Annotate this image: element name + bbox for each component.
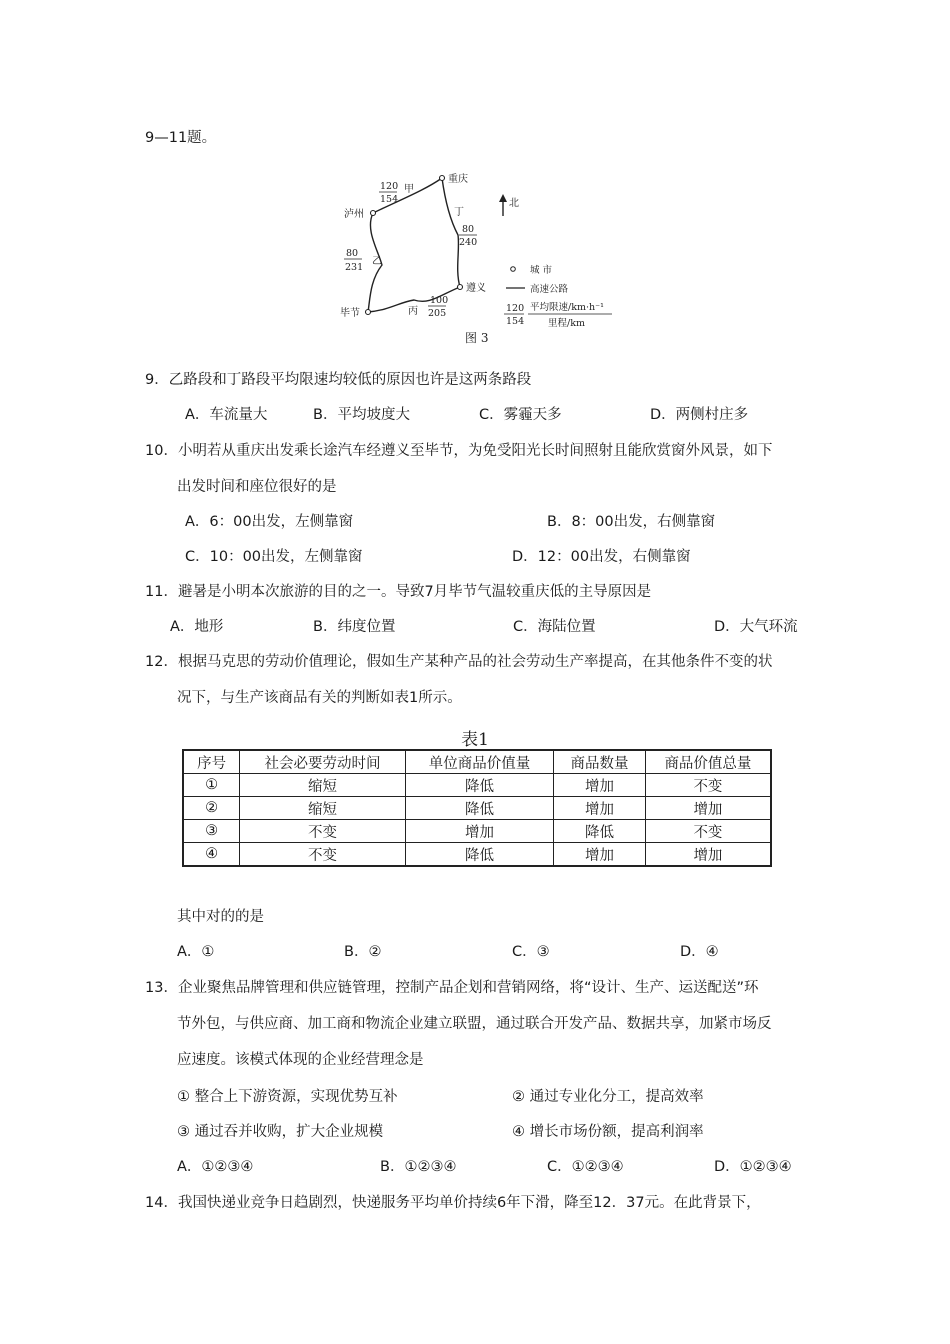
segment-label-yi: 乙 <box>372 256 382 267</box>
table-cell: 增加 <box>645 797 771 820</box>
table-cell: 降低 <box>405 843 553 867</box>
legend-speed-label: 平均限速/km·h⁻¹ <box>530 302 604 313</box>
legend-highway-label: 高速公路 <box>530 284 569 295</box>
q12-stem-line2: 况下，与生产该商品有关的判断如表1所示。 <box>177 690 462 706</box>
segment-speed-jia: 120 <box>380 181 399 192</box>
segment-label-bing: 丙 <box>408 306 418 317</box>
q9-stem: 9．乙路段和丁路段平均限速均较低的原因也许是这两条路段 <box>145 372 532 388</box>
table-cell: 不变 <box>645 774 771 797</box>
city-label-zunyi: 遵义 <box>466 283 486 294</box>
table-header-cell: 社会必要劳动时间 <box>240 750 405 774</box>
legend-distance-sample: 154 <box>506 316 525 327</box>
table-cell: 缩短 <box>240 774 405 797</box>
q12-option-a[interactable]: A．① <box>177 944 215 960</box>
segment-distance-yi: 231 <box>345 262 364 273</box>
segment-label-ding: 丁 <box>454 207 464 218</box>
q13-option-d[interactable]: D．①②③④ <box>714 1159 792 1175</box>
table-header-cell: 商品价值总量 <box>645 750 771 774</box>
table-cell: ④ <box>183 843 240 867</box>
legend-city-icon <box>511 267 516 272</box>
q13-item-4: ④ 增长市场份额，提高利润率 <box>512 1124 704 1140</box>
city-dot-bijie <box>366 310 371 315</box>
table-cell: 增加 <box>554 774 646 797</box>
q13-stem-line1: 13．企业聚焦品牌管理和供应链管理，控制产品企划和营销网络，将“设计、生产、运送配送”环 <box>145 980 759 996</box>
table-cell: ① <box>183 774 240 797</box>
q12-option-c[interactable]: C．③ <box>512 944 550 960</box>
figure-caption: 图 3 <box>465 331 489 345</box>
table-caption: 表1 <box>461 730 489 750</box>
table-row <box>183 843 771 867</box>
q13-option-a[interactable]: A．①②③④ <box>177 1159 254 1175</box>
table-header-row <box>183 750 771 774</box>
table-cell: 降低 <box>405 797 553 820</box>
q13-option-b[interactable]: B．①②③④ <box>380 1159 457 1175</box>
table-cell: 不变 <box>240 843 405 867</box>
q10-option-d[interactable]: D．12：00出发，右侧靠窗 <box>512 549 691 565</box>
segment-speed-bing: 100 <box>430 295 449 306</box>
city-dot-chongqing <box>440 176 445 181</box>
q11-option-b[interactable]: B．纬度位置 <box>313 619 396 635</box>
q12-ask: 其中对的的是 <box>177 909 264 925</box>
q9-option-d[interactable]: D．两侧村庄多 <box>650 407 749 423</box>
q13-option-c[interactable]: C．①②③④ <box>547 1159 624 1175</box>
q12-stem-line1: 12．根据马克思的劳动价值理论，假如生产某种产品的社会劳动生产率提高，在其他条件不变的状 <box>145 654 773 670</box>
q10-stem-line2: 出发时间和座位很好的是 <box>177 479 337 495</box>
q11-option-a[interactable]: A．地形 <box>170 619 224 635</box>
city-label-chongqing: 重庆 <box>448 174 468 185</box>
highway-map-figure <box>330 160 620 350</box>
table-cell: 增加 <box>645 843 771 867</box>
segment-speed-yi: 80 <box>346 248 359 259</box>
q13-item-1: ① 整合上下游资源，实现优势互补 <box>177 1089 398 1105</box>
q10-option-a[interactable]: A．6：00出发，左侧靠窗 <box>185 514 354 530</box>
q13-stem-line3: 应速度。该模式体现的企业经营理念是 <box>177 1052 424 1068</box>
table-cell: 增加 <box>554 797 646 820</box>
north-arrow-head-icon <box>499 194 507 202</box>
table-header-cell: 单位商品价值量 <box>405 750 553 774</box>
legend-speed-sample: 120 <box>506 303 525 314</box>
segment-speed-ding: 80 <box>462 224 475 235</box>
city-dot-luzhou <box>371 211 376 216</box>
q9-option-b[interactable]: B．平均坡度大 <box>313 407 410 423</box>
table-cell: 增加 <box>554 843 646 867</box>
legend-distance-label: 里程/km <box>548 318 585 329</box>
table-cell: ③ <box>183 820 240 843</box>
q14-stem: 14．我国快递业竞争日趋剧烈，快递服务平均单价持续6年下滑，降至12．37元。在此背景下， <box>145 1195 761 1211</box>
table-header-cell: 商品数量 <box>554 750 646 774</box>
q10-option-c[interactable]: C．10：00出发，左侧靠窗 <box>185 549 363 565</box>
table-cell: 不变 <box>645 820 771 843</box>
q12-option-b[interactable]: B．② <box>344 944 382 960</box>
q12-option-d[interactable]: D．④ <box>680 944 719 960</box>
value-judgement-table <box>182 749 772 867</box>
table-cell: ② <box>183 797 240 820</box>
q10-stem-line1: 10．小明若从重庆出发乘长途汽车经遵义至毕节，为免受阳光长时间照射且能欣赏窗外风景，如下 <box>145 443 773 459</box>
segment-label-jia: 甲 <box>404 184 414 195</box>
table-cell: 不变 <box>240 820 405 843</box>
table-row <box>183 820 771 843</box>
q9-option-c[interactable]: C．雾霾天多 <box>479 407 562 423</box>
table-row <box>183 797 771 820</box>
table-cell: 缩短 <box>240 797 405 820</box>
q13-stem-line2: 节外包，与供应商、加工商和物流企业建立联盟，通过联合开发产品、数据共享，加紧市场反 <box>177 1016 772 1032</box>
segment-distance-jia: 154 <box>380 194 399 205</box>
city-dot-zunyi <box>458 285 463 290</box>
city-label-luzhou: 泸州 <box>344 209 364 220</box>
legend-city-label: 城 市 <box>530 265 553 276</box>
table-row <box>183 774 771 797</box>
section-intro: 9—11题。 <box>145 130 217 146</box>
table-cell: 降低 <box>554 820 646 843</box>
q10-option-b[interactable]: B．8：00出发，右侧靠窗 <box>547 514 716 530</box>
q13-item-2: ② 通过专业化分工，提高效率 <box>512 1089 704 1105</box>
q11-stem: 11．避暑是小明本次旅游的目的之一。导致7月毕节气温较重庆低的主导原因是 <box>145 584 652 600</box>
segment-distance-ding: 240 <box>459 237 478 248</box>
q11-option-c[interactable]: C．海陆位置 <box>513 619 596 635</box>
city-label-bijie: 毕节 <box>340 308 360 319</box>
q9-option-a[interactable]: A．车流量大 <box>185 407 268 423</box>
q13-item-3: ③ 通过吞并收购，扩大企业规模 <box>177 1124 384 1140</box>
north-label: 北 <box>509 198 519 209</box>
table-cell: 降低 <box>405 774 553 797</box>
table-header-cell: 序号 <box>183 750 240 774</box>
table-cell: 增加 <box>405 820 553 843</box>
q11-option-d[interactable]: D．大气环流 <box>714 619 798 635</box>
segment-distance-bing: 205 <box>428 308 447 319</box>
